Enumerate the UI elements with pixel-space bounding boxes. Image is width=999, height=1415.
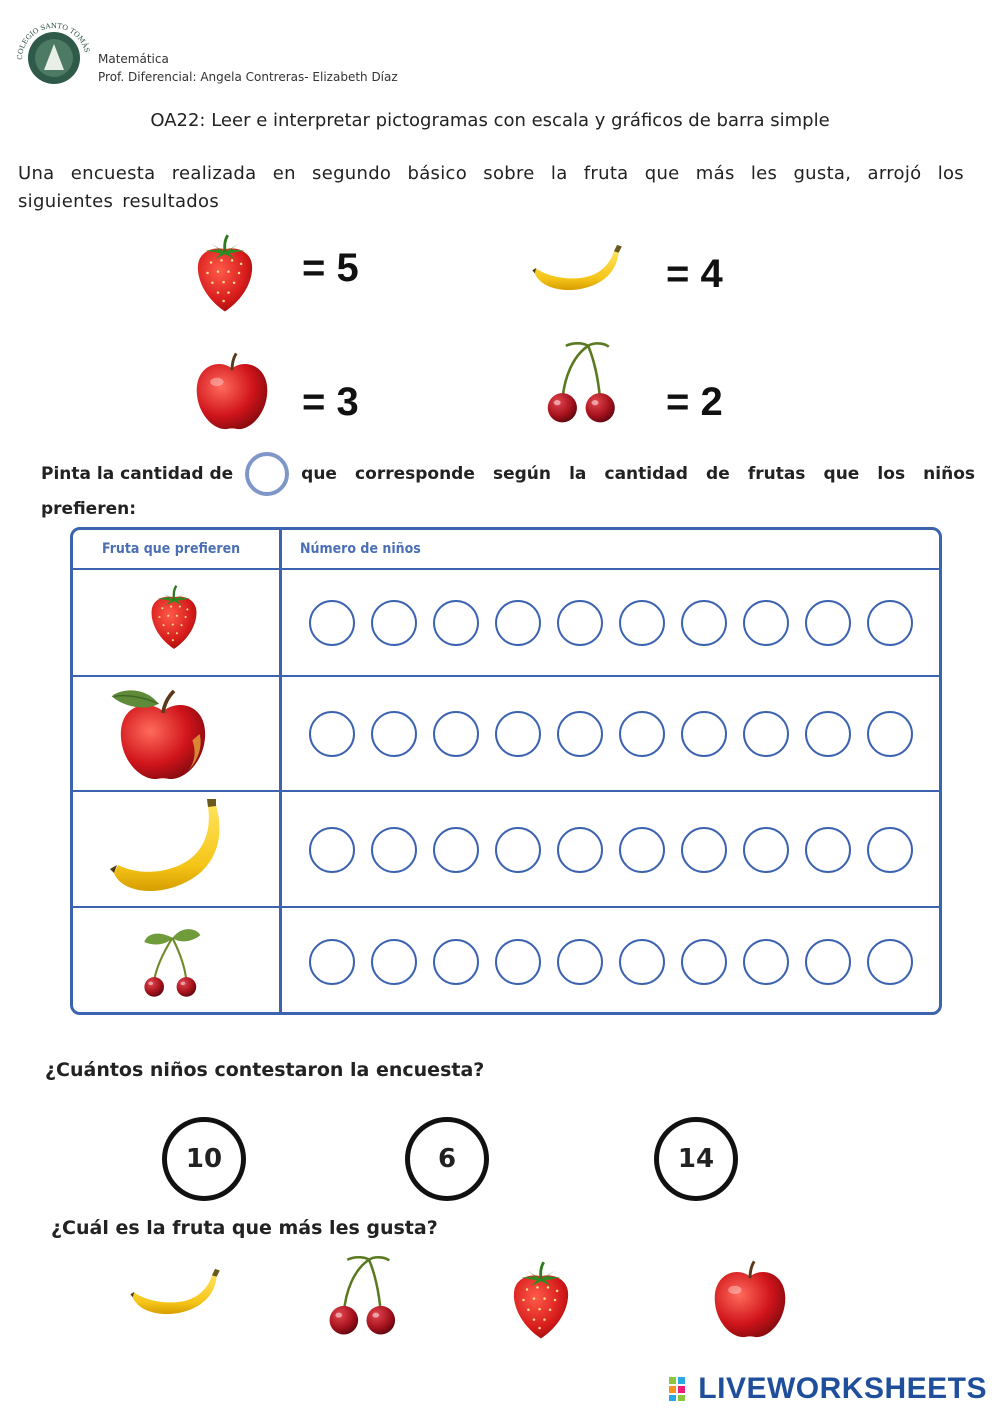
paint-circle-apple-1[interactable]	[309, 711, 355, 757]
circle-symbol-icon	[245, 452, 289, 496]
paint-circle-apple-7[interactable]	[681, 711, 727, 757]
liveworksheets-logo	[668, 1372, 987, 1406]
paint-instruction-after: que corresponde según la cantidad de frutas que los niños	[301, 464, 975, 484]
paint-circle-cherries-6[interactable]	[619, 939, 665, 985]
school-logo	[14, 20, 90, 92]
paint-circle-strawberry-4[interactable]	[495, 600, 541, 646]
paint-circle-banana-9[interactable]	[805, 827, 851, 873]
paint-circle-banana-10[interactable]	[867, 827, 913, 873]
paint-instruction	[41, 452, 975, 522]
paint-circle-cherries-4[interactable]	[495, 939, 541, 985]
paint-circle-strawberry-10[interactable]	[867, 600, 913, 646]
legend-strawberry-icon	[190, 225, 260, 321]
paint-circle-cherries-8[interactable]	[743, 939, 789, 985]
paint-circle-cherries-3[interactable]	[433, 939, 479, 985]
legend-apple-icon	[190, 350, 274, 434]
legend-apple-value: = 3	[302, 380, 359, 424]
table-header-count: Número de niños	[300, 541, 421, 557]
paint-circle-banana-6[interactable]	[619, 827, 665, 873]
paint-circle-cherries-2[interactable]	[371, 939, 417, 985]
paint-circle-strawberry-6[interactable]	[619, 600, 665, 646]
legend-cherries-icon	[540, 338, 626, 426]
row-apple-icon	[108, 680, 218, 788]
table-header-fruit: Fruta que prefieren	[102, 541, 241, 557]
paint-circle-apple-6[interactable]	[619, 711, 665, 757]
row-strawberry-icon	[145, 578, 203, 656]
answer-option-14[interactable]: 14	[654, 1117, 738, 1201]
paint-circle-banana-5[interactable]	[557, 827, 603, 873]
paint-circle-banana-2[interactable]	[371, 827, 417, 873]
teachers-label: Prof. Diferencial: Angela Contreras- Elizabeth Díaz	[98, 70, 398, 84]
table-row-divider	[72, 675, 940, 677]
table-row-divider	[72, 906, 940, 908]
learning-objective: OA22: Leer e interpretar pictogramas con escala y gráficos de barra simple	[150, 110, 830, 131]
answer-cherries-icon[interactable]	[322, 1252, 406, 1338]
paint-circle-cherries-7[interactable]	[681, 939, 727, 985]
legend-strawberry-value: = 5	[302, 246, 359, 290]
paint-circle-apple-8[interactable]	[743, 711, 789, 757]
paint-circle-apple-9[interactable]	[805, 711, 851, 757]
legend-banana-value: = 4	[666, 252, 723, 296]
answer-option-10[interactable]: 10	[162, 1117, 246, 1201]
subject-label: Matemática	[98, 52, 169, 66]
paint-circle-banana-1[interactable]	[309, 827, 355, 873]
paint-circle-cherries-5[interactable]	[557, 939, 603, 985]
paint-circle-strawberry-3[interactable]	[433, 600, 479, 646]
paint-circle-strawberry-1[interactable]	[309, 600, 355, 646]
svg-text:COLEGIO SANTO TOMÁS: COLEGIO SANTO TOMÁ	[15, 21, 90, 61]
paint-circle-banana-7[interactable]	[681, 827, 727, 873]
liveworksheets-icon	[668, 1376, 694, 1402]
paint-instruction-line2: prefieren:	[41, 499, 137, 519]
paint-instruction-before: Pinta la cantidad de	[41, 464, 234, 484]
paint-circle-strawberry-8[interactable]	[743, 600, 789, 646]
paint-circle-strawberry-2[interactable]	[371, 600, 417, 646]
answer-option-6[interactable]: 6	[405, 1117, 489, 1201]
paint-circle-strawberry-7[interactable]	[681, 600, 727, 646]
table-header-divider	[72, 568, 940, 570]
answer-banana-icon[interactable]	[128, 1266, 223, 1324]
paint-circle-banana-3[interactable]	[433, 827, 479, 873]
paint-circle-apple-10[interactable]	[867, 711, 913, 757]
paint-circle-strawberry-9[interactable]	[805, 600, 851, 646]
legend-cherries-value: = 2	[666, 380, 723, 424]
question-favorite-fruit: ¿Cuál es la fruta que más les gusta?	[51, 1217, 438, 1239]
paint-circle-cherries-1[interactable]	[309, 939, 355, 985]
intro-text: Una encuesta realizada en segundo básico sobre la fruta que más les gusta, arrojó los siguientes resultados	[18, 163, 964, 212]
paint-circle-apple-5[interactable]	[557, 711, 603, 757]
table-row-divider	[72, 790, 940, 792]
paint-circle-apple-4[interactable]	[495, 711, 541, 757]
paint-circle-cherries-9[interactable]	[805, 939, 851, 985]
paint-circle-cherries-10[interactable]	[867, 939, 913, 985]
question-total-children: ¿Cuántos niños contestaron la encuesta?	[45, 1059, 485, 1081]
answer-strawberry-icon[interactable]	[506, 1252, 576, 1348]
row-cherries-icon	[136, 916, 206, 1006]
paint-circle-apple-3[interactable]	[433, 711, 479, 757]
paint-circle-strawberry-5[interactable]	[557, 600, 603, 646]
liveworksheets-wordmark: LIVEWORKSHEETS	[698, 1372, 987, 1405]
paint-circle-apple-2[interactable]	[371, 711, 417, 757]
answer-apple-icon[interactable]	[708, 1258, 792, 1342]
paint-circle-banana-8[interactable]	[743, 827, 789, 873]
paint-circle-banana-4[interactable]	[495, 827, 541, 873]
table-column-divider	[279, 529, 282, 1013]
row-banana-icon	[108, 798, 228, 900]
legend-banana-icon	[530, 242, 625, 300]
